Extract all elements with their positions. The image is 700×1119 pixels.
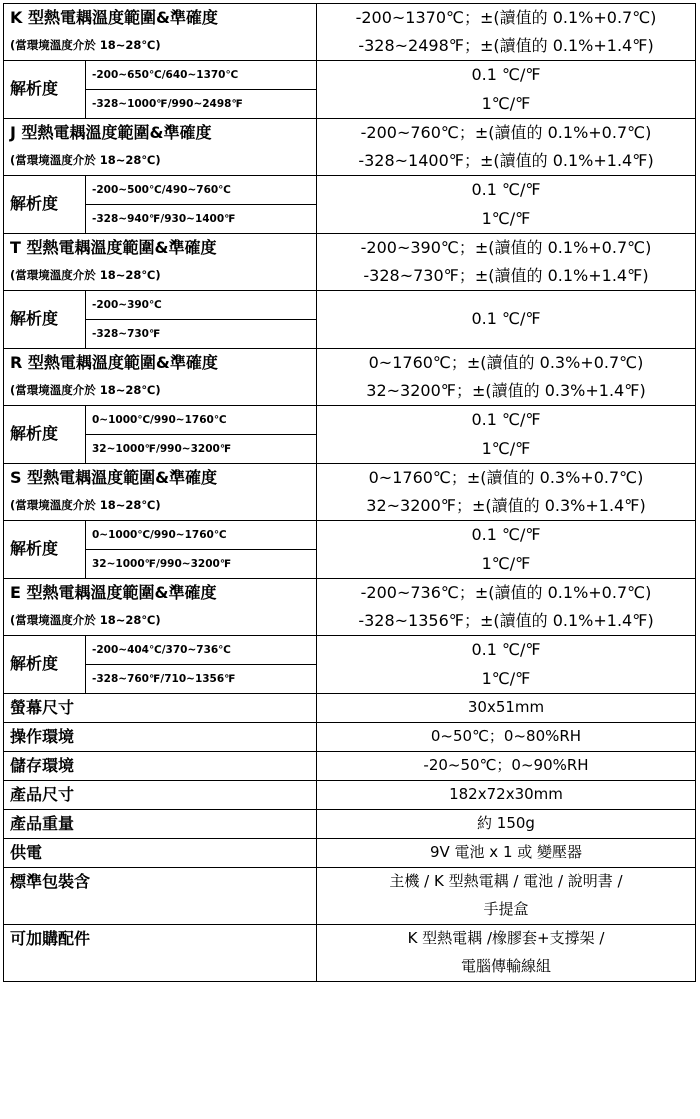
resolution-value: 1℃/℉ (317, 665, 696, 694)
accuracy-row (4, 234, 696, 263)
accuracy-row (4, 262, 696, 291)
accuracy-row (4, 579, 696, 608)
spec-row (4, 752, 696, 781)
ambient-note: (當環境溫度介於 18~28℃) (4, 377, 317, 406)
accuracy-fahrenheit: 32~3200℉；±(讀值的 0.3%+1.4℉) (317, 492, 696, 521)
accuracy-row (4, 377, 696, 406)
spec-row (4, 781, 696, 810)
accuracy-celsius: -200~390℃；±(讀值的 0.1%+0.7℃) (317, 234, 696, 263)
resolution-value: 1℃/℉ (317, 90, 696, 119)
spec-table (3, 3, 696, 982)
resolution-value: 0.1 ℃/℉ (317, 521, 696, 550)
resolution-range: -200~650℃/640~1370℃ (86, 61, 317, 90)
spec-label: 標準包裝含 (4, 868, 317, 925)
spec-row (4, 839, 696, 868)
spec-value: 主機 / K 型熱電耦 / 電池 / 說明書 / (317, 868, 696, 897)
accuracy-row (4, 464, 696, 493)
ambient-note: (當環境溫度介於 18~28℃) (4, 607, 317, 636)
accuracy-fahrenheit: -328~2498℉；±(讀值的 0.1%+1.4℉) (317, 32, 696, 61)
spec-value: 0~50℃；0~80%RH (317, 723, 696, 752)
resolution-row (4, 176, 696, 205)
accuracy-celsius: 0~1760℃；±(讀值的 0.3%+0.7℃) (317, 349, 696, 378)
spec-value: 電腦傳輸線組 (317, 953, 696, 982)
accuracy-row (4, 32, 696, 61)
accuracy-fahrenheit: -328~1356℉；±(讀值的 0.1%+1.4℉) (317, 607, 696, 636)
spec-label: 可加購配件 (4, 925, 317, 982)
spec-row (4, 925, 696, 954)
resolution-label: 解析度 (4, 521, 86, 579)
accuracy-celsius: -200~760℃；±(讀值的 0.1%+0.7℃) (317, 119, 696, 148)
resolution-range: -200~390℃ (86, 291, 317, 320)
resolution-range: 0~1000℃/990~1760℃ (86, 406, 317, 435)
accuracy-celsius: -200~736℃；±(讀值的 0.1%+0.7℃) (317, 579, 696, 608)
resolution-value: 1℃/℉ (317, 550, 696, 579)
spec-value: -20~50℃；0~90%RH (317, 752, 696, 781)
accuracy-row (4, 4, 696, 33)
resolution-row (4, 636, 696, 665)
ambient-note: (當環境溫度介於 18~28℃) (4, 32, 317, 61)
resolution-range: 0~1000℃/990~1760℃ (86, 521, 317, 550)
section-title: E 型熱電耦溫度範圍&準確度 (4, 579, 317, 608)
spec-label: 螢幕尺寸 (4, 694, 317, 723)
accuracy-row (4, 147, 696, 176)
resolution-range: 32~1000℉/990~3200℉ (86, 550, 317, 579)
resolution-label: 解析度 (4, 61, 86, 119)
spec-label: 操作環境 (4, 723, 317, 752)
resolution-row (4, 90, 696, 119)
resolution-range: -328~730℉ (86, 320, 317, 349)
accuracy-fahrenheit: -328~1400℉；±(讀值的 0.1%+1.4℉) (317, 147, 696, 176)
spec-row (4, 868, 696, 897)
accuracy-fahrenheit: 32~3200℉；±(讀值的 0.3%+1.4℉) (317, 377, 696, 406)
accuracy-row (4, 492, 696, 521)
resolution-label: 解析度 (4, 636, 86, 694)
resolution-row (4, 521, 696, 550)
resolution-row (4, 665, 696, 694)
accuracy-row (4, 349, 696, 378)
resolution-value: 0.1 ℃/℉ (317, 406, 696, 435)
resolution-row (4, 435, 696, 464)
spec-label: 產品尺寸 (4, 781, 317, 810)
resolution-range: -328~760℉/710~1356℉ (86, 665, 317, 694)
resolution-row (4, 61, 696, 90)
resolution-value: 0.1 ℃/℉ (317, 636, 696, 665)
spec-value: 30x51mm (317, 694, 696, 723)
spec-value: 9V 電池 x 1 或 變壓器 (317, 839, 696, 868)
resolution-value: 0.1 ℃/℉ (317, 176, 696, 205)
resolution-value: 0.1 ℃/℉ (317, 61, 696, 90)
accuracy-row (4, 607, 696, 636)
section-title: R 型熱電耦溫度範圍&準確度 (4, 349, 317, 378)
section-title: S 型熱電耦溫度範圍&準確度 (4, 464, 317, 493)
spec-value: 約 150g (317, 810, 696, 839)
spec-value: 手提盒 (317, 896, 696, 925)
accuracy-fahrenheit: -328~730℉；±(讀值的 0.1%+1.4℉) (317, 262, 696, 291)
accuracy-celsius: -200~1370℃；±(讀值的 0.1%+0.7℃) (317, 4, 696, 33)
resolution-value: 1℃/℉ (317, 435, 696, 464)
resolution-row (4, 406, 696, 435)
ambient-note: (當環境溫度介於 18~28℃) (4, 147, 317, 176)
spec-row (4, 694, 696, 723)
section-title: K 型熱電耦溫度範圍&準確度 (4, 4, 317, 33)
resolution-range: -328~940℉/930~1400℉ (86, 205, 317, 234)
resolution-range: -200~500℃/490~760℃ (86, 176, 317, 205)
resolution-label: 解析度 (4, 291, 86, 349)
resolution-label: 解析度 (4, 406, 86, 464)
resolution-range: -328~1000℉/990~2498℉ (86, 90, 317, 119)
accuracy-row (4, 119, 696, 148)
spec-label: 產品重量 (4, 810, 317, 839)
ambient-note: (當環境溫度介於 18~28℃) (4, 262, 317, 291)
spec-label: 儲存環境 (4, 752, 317, 781)
resolution-row (4, 291, 696, 320)
resolution-row (4, 205, 696, 234)
accuracy-celsius: 0~1760℃；±(讀值的 0.3%+0.7℃) (317, 464, 696, 493)
spec-row (4, 723, 696, 752)
spec-value: K 型熱電耦 /橡膠套+支撐架 / (317, 925, 696, 954)
spec-label: 供電 (4, 839, 317, 868)
section-title: T 型熱電耦溫度範圍&準確度 (4, 234, 317, 263)
spec-row (4, 810, 696, 839)
resolution-range: -200~404℃/370~736℃ (86, 636, 317, 665)
resolution-range: 32~1000℉/990~3200℉ (86, 435, 317, 464)
resolution-row (4, 550, 696, 579)
resolution-label: 解析度 (4, 176, 86, 234)
resolution-value: 1℃/℉ (317, 205, 696, 234)
section-title: J 型熱電耦溫度範圍&準確度 (4, 119, 317, 148)
resolution-value: 0.1 ℃/℉ (317, 291, 696, 349)
spec-value: 182x72x30mm (317, 781, 696, 810)
ambient-note: (當環境溫度介於 18~28℃) (4, 492, 317, 521)
